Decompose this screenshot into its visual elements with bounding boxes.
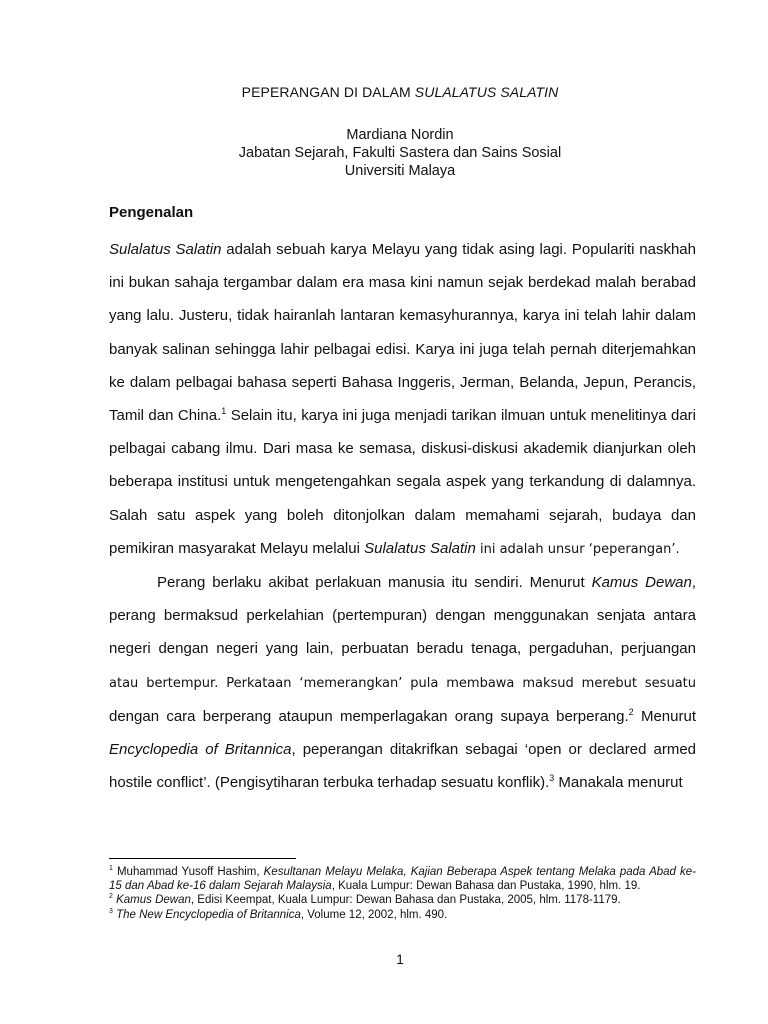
p2-text-a: Perang berlaku akibat perlakuan manusia itu sendiri. Menurut xyxy=(157,574,592,592)
p2-text-b: , perang bermaksud perkelahian (pertempuran) dengan menggunakan senjata antara negeri dengan negeri yang lain, perbuatan beradu tenaga, pergaduhan, perjuangan xyxy=(109,574,697,658)
p2-italic-kamus: Kamus Dewan xyxy=(591,574,692,592)
footnote-3 xyxy=(109,908,696,922)
p1-italic-title-2: Sulalatus Salatin xyxy=(364,539,476,557)
author-university: Universiti Malaya xyxy=(344,163,456,179)
body-text xyxy=(109,233,696,799)
footnote-divider xyxy=(109,858,296,859)
footnote-italic: Kesultanan Melayu Melaka, Kajian Beberapa Aspek tentang Melaka pada Abad ke-15 dan Abad ke-16 dalam Sejarah Malaysia xyxy=(109,866,696,893)
footnote-number: 2 xyxy=(109,893,113,901)
p2-text-d: dengan cara berperang ataupun memperlagakan orang supaya berperang. xyxy=(109,707,629,725)
p1-text-a: adalah sebuah karya Melayu yang tidak asing lagi. Populariti naskhah ini bukan sahaja tergambar dalam era masa kini namun sejak berdekad malah berabad yang lalu. Justeru, tidak hairanlah lantaran kemasyhurannya, karya ini telah lahir dalam banyak salinan sehingga lahir pelbagai edisi. Karya ini juga telah pernah diterjemahkan ke dalam pelbagai bahasa seperti Bahasa Inggeris, Jerman, Belanda, Jepun, Perancis, Tamil dan China. xyxy=(109,241,696,425)
footnote-text: Muhammad Yusoff Hashim, xyxy=(112,866,264,878)
p1-text-b: Selain itu, karya ini juga menjadi tarikan ilmuan untuk menelitinya dari pelbagai cabang ilmu. Dari masa ke semasa, diskusi-diskusi akademik dianjurkan oleh beberapa institusi untuk mengetengahkan segala aspek yang terkandung di dalamnya. Salah satu aspek yang boleh ditonjolkan dalam memahami sejarah, budaya dan pemikiran masyarakat Melayu melalui xyxy=(109,407,696,557)
footnote-ref-1[interactable]: 1 xyxy=(221,406,227,417)
footnote-2 xyxy=(109,893,696,907)
title-italic: SULALATUS SALATIN xyxy=(414,84,559,100)
p1-text-c: ini adalah unsur ‘peperangan’. xyxy=(475,541,680,557)
p1-italic-title: Sulalatus Salatin xyxy=(109,241,222,258)
document-title xyxy=(0,84,768,100)
author-name: Mardiana Nordin xyxy=(346,127,454,143)
p2-italic-britannica: Encyclopedia of Britannica xyxy=(109,741,292,759)
footnote-text: , Volume 12, 2002, hlm. 490. xyxy=(300,908,448,921)
paragraph-1 xyxy=(109,233,696,566)
author-department: Jabatan Sejarah, Fakulti Sastera dan Sains Sosial xyxy=(238,145,562,161)
author-block xyxy=(0,126,768,180)
p2-text-c: atau bertempur. Perkataan ‘memerangkan’ pula membawa maksud merebut sesuatu xyxy=(109,675,696,691)
footnote-ref-2[interactable]: 2 xyxy=(628,706,634,717)
footnote-text: , Edisi Keempat, Kuala Lumpur: Dewan Bahasa dan Pustaka, 2005, hlm. 1178-1179. xyxy=(190,894,621,907)
footnote-italic: Kamus Dewan xyxy=(116,894,191,907)
page-number: 1 xyxy=(396,951,404,967)
p2-text-f: , peperangan ditakrifkan sebagai ‘open or declared armed hostile conflict’. (Pengisytiharan terbuka terhadap sesuatu konflik). xyxy=(109,741,696,792)
footnote-number: 3 xyxy=(109,907,113,915)
footnote-ref-3[interactable]: 3 xyxy=(549,773,555,784)
section-heading: Pengenalan xyxy=(109,204,194,221)
paragraph-2 xyxy=(109,566,696,799)
title-plain: PEPERANGAN DI DALAM xyxy=(241,84,415,100)
footnotes xyxy=(109,865,696,922)
footnote-number: 1 xyxy=(109,865,113,873)
p2-text-e: Menurut xyxy=(633,707,696,725)
footnote-italic: The New Encyclopedia of Britannica xyxy=(116,908,301,921)
p2-text-g: Manakala menurut xyxy=(554,774,683,792)
footnote-text: , Kuala Lumpur: Dewan Bahasa dan Pustaka, 1990, hlm. 19. xyxy=(331,880,641,893)
footnote-1 xyxy=(109,865,696,893)
